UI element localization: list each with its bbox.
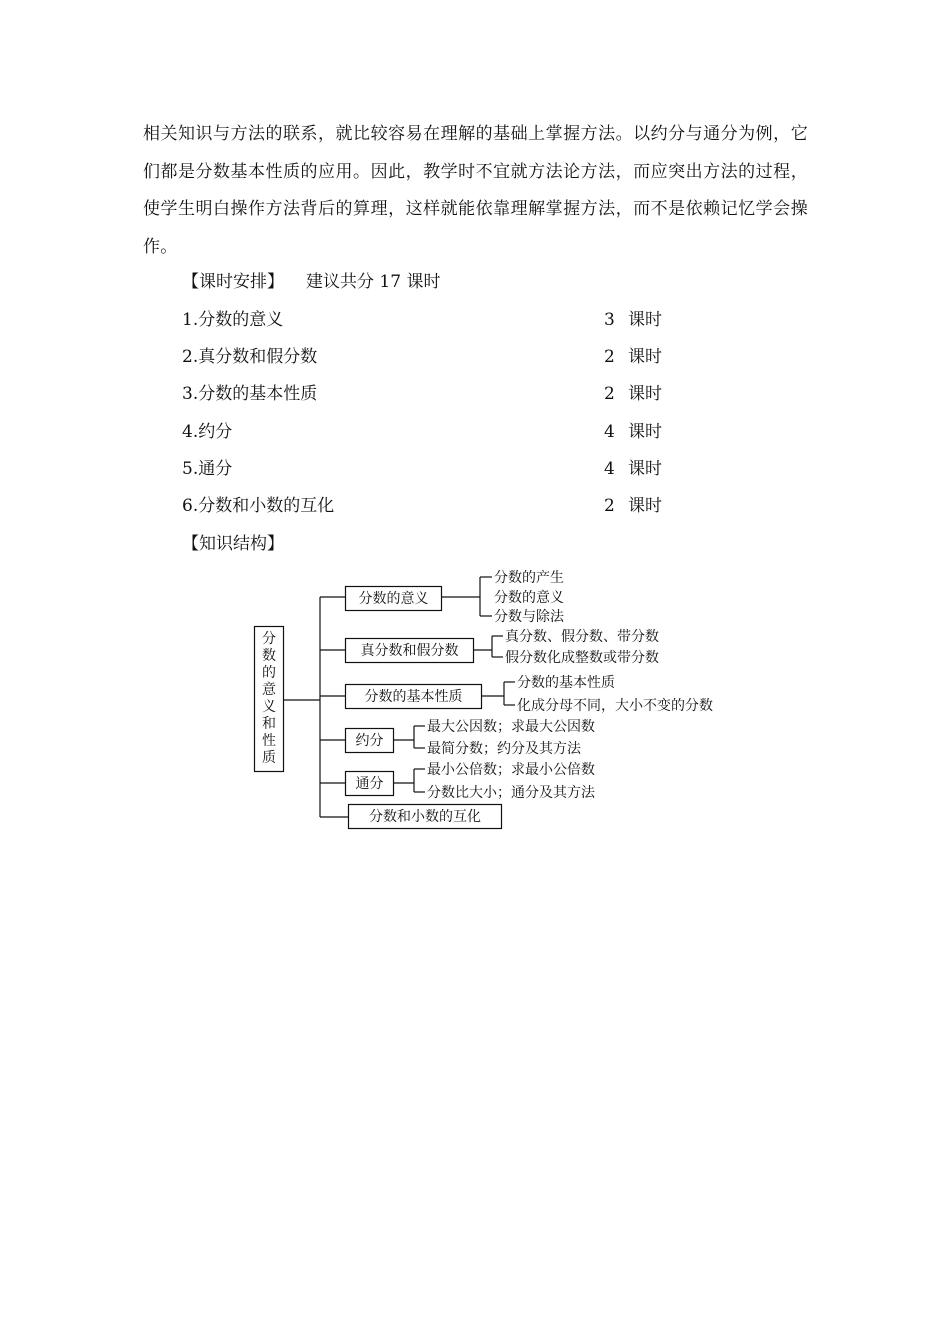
root-char: 质 bbox=[262, 750, 276, 766]
schedule-item-name: 4.约分 bbox=[182, 422, 233, 442]
leaf-item: 最小公倍数；求最小公倍数 bbox=[427, 762, 595, 778]
schedule-item-hours: 2 bbox=[604, 384, 615, 404]
schedule-item-hours: 4 bbox=[604, 422, 615, 442]
schedule-item-unit: 课时 bbox=[628, 384, 662, 404]
leaf-item: 分数比大小；通分及其方法 bbox=[427, 785, 595, 801]
schedule-item-hours: 2 bbox=[604, 347, 615, 367]
schedule-item-name: 1.分数的意义 bbox=[182, 310, 284, 330]
structure-heading: 【知识结构】 bbox=[182, 534, 284, 554]
intro-paragraph: 相关知识与方法的联系，就比较容易在理解的基础上掌握方法。以约分与通分为例，它们都是分数基本性质的应用。因此，教学时不宜就方法论方法，而应突出方法的过程，使学生明白操作方法背后的算理，这样就能依靠理解掌握方法，而不是依赖记忆学会操作。 bbox=[143, 124, 808, 257]
schedule-item-unit: 课时 bbox=[628, 422, 662, 442]
branch-title: 分数和小数的互化 bbox=[369, 809, 481, 825]
schedule-item-name: 5.通分 bbox=[182, 459, 233, 479]
root-char: 性 bbox=[262, 733, 276, 749]
root-char: 的 bbox=[262, 665, 276, 681]
root-char: 义 bbox=[262, 699, 276, 715]
root-char: 分 bbox=[262, 631, 276, 647]
schedule-label: 【课时安排】 bbox=[182, 272, 284, 292]
branch-title: 分数的意义 bbox=[358, 591, 429, 607]
leaf-item: 分数与除法 bbox=[494, 609, 564, 625]
schedule-item-hours: 3 bbox=[604, 310, 615, 330]
schedule-item-name: 3.分数的基本性质 bbox=[182, 384, 318, 404]
leaf-item: 分数的基本性质 bbox=[517, 675, 615, 691]
leaf-item: 最简分数；约分及其方法 bbox=[427, 741, 581, 757]
schedule-item-hours: 2 bbox=[604, 496, 615, 516]
schedule-item-unit: 课时 bbox=[628, 347, 662, 367]
root-char: 数 bbox=[262, 648, 276, 664]
root-char: 和 bbox=[262, 716, 276, 732]
root-char: 意 bbox=[262, 682, 276, 698]
branch-title: 约分 bbox=[355, 733, 384, 749]
branch-title: 通分 bbox=[355, 776, 384, 792]
leaf-item: 分数的产生 bbox=[494, 570, 564, 586]
schedule-total: 建议共分 17 课时 bbox=[306, 272, 441, 292]
branch-title: 真分数和假分数 bbox=[360, 643, 459, 659]
schedule-item-name: 6.分数和小数的互化 bbox=[182, 496, 335, 516]
branch-title: 分数的基本性质 bbox=[364, 689, 463, 705]
leaf-item: 分数的意义 bbox=[494, 590, 564, 606]
schedule-item-hours: 4 bbox=[604, 459, 615, 479]
schedule-item-unit: 课时 bbox=[628, 310, 662, 330]
schedule-item-name: 2.真分数和假分数 bbox=[182, 347, 318, 367]
leaf-item: 化成分母不同，大小不变的分数 bbox=[517, 698, 713, 714]
schedule-item-unit: 课时 bbox=[628, 459, 662, 479]
leaf-item: 最大公因数；求最大公因数 bbox=[427, 719, 595, 735]
leaf-item: 真分数、假分数、带分数 bbox=[505, 629, 659, 645]
schedule-item-unit: 课时 bbox=[628, 496, 662, 516]
leaf-item: 假分数化成整数或带分数 bbox=[505, 650, 659, 666]
